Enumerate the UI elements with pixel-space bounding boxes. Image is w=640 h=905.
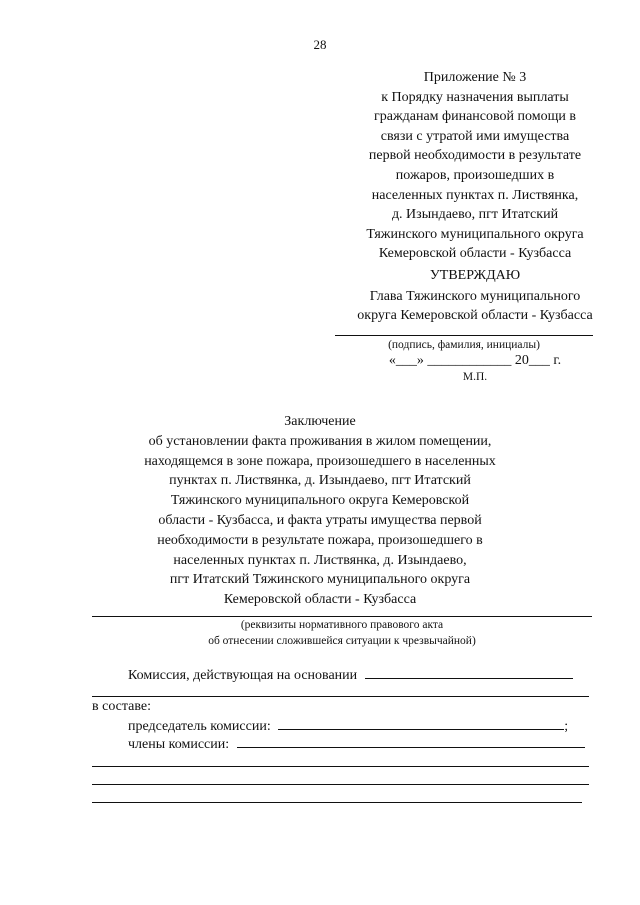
- members-continuation-line: [92, 802, 582, 803]
- members-fill: [237, 735, 585, 748]
- appendix-line: Тяжинского муниципального округа: [366, 226, 584, 242]
- members-row: [128, 735, 585, 753]
- conclusion-line: пунктах п. Листвянка, д. Изындаево, пгт Итатский: [169, 473, 471, 489]
- commission-basis-continuation-line: [92, 696, 589, 697]
- chairman-row: [128, 717, 568, 735]
- members-continuation-line: [92, 766, 589, 767]
- appendix-line: к Порядку назначения выплаты: [381, 89, 569, 105]
- appendix-line: пожаров, произошедших в: [395, 167, 555, 183]
- members-continuation-line: [92, 784, 589, 785]
- appendix-line: Приложение № 3: [423, 70, 527, 85]
- approval-position-line: округа Кемеровской области - Кузбасса: [357, 308, 593, 323]
- conclusion-block: [120, 412, 520, 610]
- conclusion-line: находящемся в зоне пожара, произошедшего в населенных: [144, 453, 496, 469]
- approval-position-line: Глава Тяжинского муниципального: [369, 289, 581, 304]
- commission-basis-fill: [365, 666, 573, 679]
- conclusion-line: Кемеровской области - Кузбасса: [223, 592, 417, 608]
- appendix-line: первой необходимости в результате: [368, 148, 582, 164]
- conclusion-line: области - Кузбасса, и факта утраты имущества первой: [158, 512, 482, 528]
- approval-title: УТВЕРЖДАЮ: [429, 268, 521, 283]
- conclusion-line: пгт Итатский Тяжинского муниципального округа: [169, 572, 471, 588]
- requisites-caption: [92, 617, 592, 649]
- chairman-fill: [278, 717, 564, 730]
- composition-label: в составе:: [92, 699, 152, 714]
- appendix-line: Кемеровской области - Кузбасса: [378, 246, 572, 262]
- conclusion-title: Заключение: [284, 414, 356, 429]
- commission-basis-row: [128, 666, 573, 684]
- conclusion-line: Тяжинского муниципального округа Кемеровской: [170, 493, 470, 509]
- approval-date-line: «___» ____________ 20___ г.: [388, 353, 562, 368]
- appendix-header: [330, 68, 620, 264]
- commission-basis-label: Комиссия, действующая на основании: [128, 668, 358, 683]
- appendix-line: связи с утратой ими имущества: [380, 128, 570, 144]
- appendix-line: д. Изындаево, пгт Итатский: [391, 207, 559, 223]
- signature-caption: (подпись, фамилия, инициалы): [388, 339, 540, 351]
- signature-line: [335, 335, 593, 336]
- page-number: 28: [313, 37, 327, 52]
- chairman-semicolon: ;: [564, 719, 569, 734]
- conclusion-line: населенных пунктах п. Листвянка, д. Изындаево,: [173, 552, 467, 568]
- appendix-line: гражданам финансовой помощи в: [374, 109, 576, 125]
- conclusion-line: об установлении факта проживания в жилом помещении,: [148, 433, 492, 449]
- requisites-caption-line: об отнесении сложившейся ситуации к чрезвычайной): [208, 635, 476, 647]
- conclusion-line: необходимости в результате пожара, произошедшего в: [157, 532, 483, 548]
- stamp-label: М.П.: [462, 371, 488, 383]
- requisites-caption-line: (реквизиты нормативного правового акта: [240, 619, 444, 631]
- appendix-line: населенных пунктах п. Листвянка,: [371, 187, 579, 203]
- chairman-label: председатель комиссии:: [128, 719, 271, 734]
- members-label: члены комиссии:: [128, 737, 230, 752]
